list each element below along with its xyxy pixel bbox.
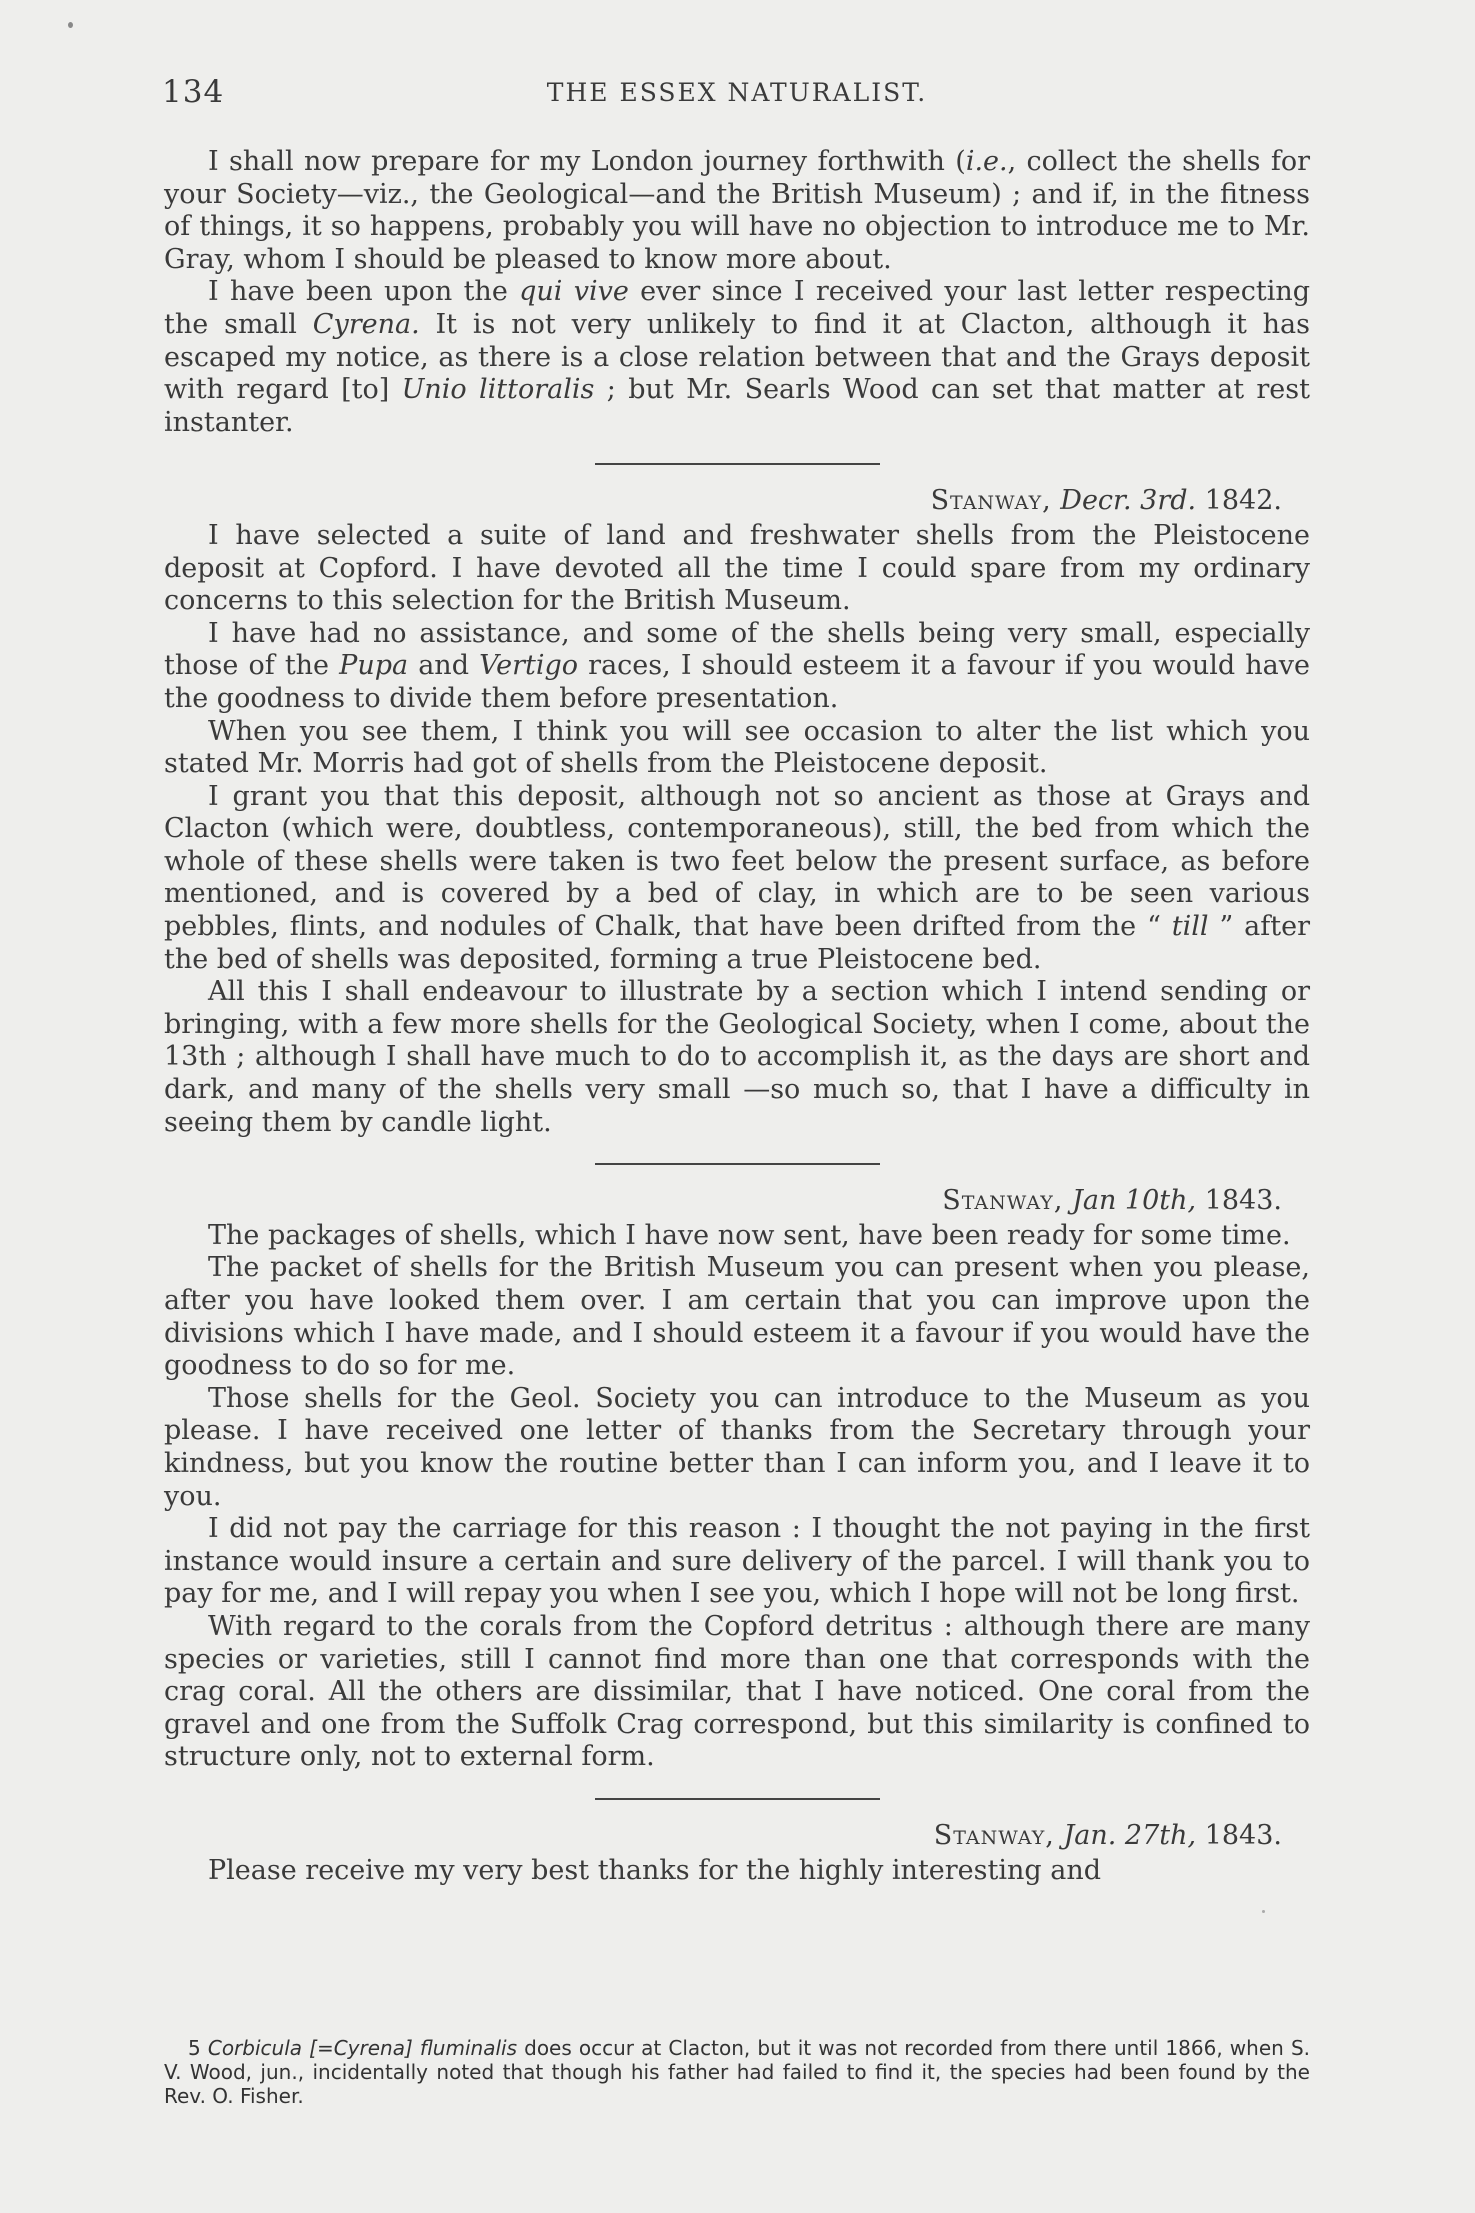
- paragraph: All this I shall endeavour to illustrate by a section which I intend sending or bringing, with a few more shells for the Geological Society, when I come, about the 13th ; although I shall have much to do to accomplish it, as the days are short and dark, and many of the shells very small —so much so, that I have a difficulty in seeing them by candle light.: [164, 976, 1310, 1138]
- paragraph: I have been upon the qui vive ever since I received your last letter respecting the small Cyrena. It is not very unlikely to find it at Clacton, although it has escaped my notice, as there is a close relation between that and the Grays deposit with regard [to] Unio littoralis ; but Mr. Searls Wood can set that matter at rest instanter.: [164, 276, 1310, 438]
- paragraph: I have selected a suite of land and freshwater shells from the Pleistocene deposit at Copford. I have devoted all the time I could spare from my ordinary concerns to this selection for the British Museum.: [164, 519, 1310, 617]
- page-header: [162, 74, 1312, 120]
- paragraph: I grant you that this deposit, although not so ancient as those at Grays and Clacton (which were, doubtless, contemporaneous), still, the bed from which the whole of these shells were taken is two feet below the present surface, as before mentioned, and is covered by a bed of clay, in which are to be seen various pebbles, flints, and nodules of Chalk, that have been drifted from the “ till ” after the bed of shells was deposited, forming a true Pleistocene bed.: [164, 780, 1310, 975]
- paragraph: Please receive my very best thanks for the highly interesting and: [208, 1854, 1102, 1886]
- footnote: 5 Corbicula [=Cyrena] fluminalis does occur at Clacton, but it was not recorded from there until 1866, when S. V. Wood, jun., incidentally noted that though his father had failed to find it, the species had been found by the Rev. O. Fisher.: [164, 2036, 1310, 2108]
- dateline: Stanway, Jan 10th, 1843.: [942, 1185, 1282, 1217]
- paragraph: I did not pay the carriage for this reason : I thought the not paying in the first instance would insure a certain and sure delivery of the parcel. I will thank you to pay for me, and I will repay you when I see you, which I hope will not be long first.: [164, 1513, 1310, 1610]
- section-divider: [595, 1163, 880, 1165]
- running-title: THE ESSEX NATURALIST.: [546, 78, 928, 107]
- paper-speck: [68, 22, 73, 28]
- dateline: Stanway, Jan. 27th, 1843.: [933, 1819, 1282, 1851]
- paragraph: I have had no assistance, and some of the shells being very small, especially those of the Pupa and Vertigo races, I should esteem it a favour if you would have the goodness to divide them before presentation.: [164, 617, 1310, 714]
- paragraph: Those shells for the Geol. Society you can introduce to the Museum as you please. I have received one letter of thanks from the Secretary through your kindness, but you know the routine better than I can inform you, and I leave it to you.: [164, 1382, 1310, 1512]
- letter-text: [164, 146, 1310, 1887]
- section-divider: [595, 463, 880, 465]
- paper-speck: [1262, 1910, 1265, 1913]
- paragraph: With regard to the corals from the Copford detritus : although there are many species or varieties, still I cannot find more than one that corresponds with the crag coral. All the others are dissimilar, that I have noticed. One coral from the gravel and one from the Suffolk Crag correspond, but this similarity is confined to structure only, not to external form.: [164, 1610, 1310, 1773]
- paragraph: I shall now prepare for my London journey forthwith (i.e., collect the shells for your Society—viz., the Geological—and the British Museum) ; and if, in the fitness of things, it so happens, probably you will have no objection to introduce me to Mr. Gray, whom I should be pleased to know more about.: [164, 146, 1310, 275]
- dateline: Stanway, Decr. 3rd. 1842.: [930, 485, 1282, 517]
- section-divider: [595, 1798, 880, 1800]
- paragraph: When you see them, I think you will see occasion to alter the list which you stated Mr. Morris had got of shells from the Pleistocene deposit.: [164, 715, 1310, 780]
- paragraph: The packet of shells for the British Museum you can present when you please, after you have looked them over. I am certain that you can improve upon the divisions which I have made, and I should esteem it a favour if you would have the goodness to do so for me.: [164, 1252, 1310, 1382]
- page-number: 134: [162, 74, 225, 110]
- paragraph: The packages of shells, which I have now sent, have been ready for some time.: [208, 1219, 1291, 1251]
